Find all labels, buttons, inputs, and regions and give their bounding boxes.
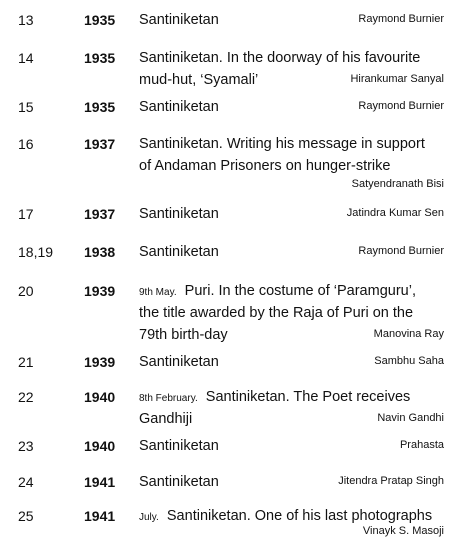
date-label: July. xyxy=(139,512,159,523)
photographer-credit: Prahasta xyxy=(399,439,444,451)
plate-number: 16 xyxy=(18,136,34,152)
description-line-2: the title awarded by the Raja of Puri on the xyxy=(139,305,414,321)
description-line-2: Gandhiji xyxy=(139,411,193,427)
year: 1940 xyxy=(84,438,116,454)
photographer-credit: Jatindra Kumar Sen xyxy=(346,207,444,219)
list-item xyxy=(0,100,460,140)
photographer-credit: Manovina Ray xyxy=(373,328,444,340)
description: Santiniketan xyxy=(139,244,219,260)
plate-number: 22 xyxy=(18,389,34,405)
year: 1937 xyxy=(84,136,116,152)
photographer-credit: Jitendra Pratap Singh xyxy=(338,475,444,487)
description: Santiniketan xyxy=(139,474,219,490)
description xyxy=(139,284,416,299)
description: Santiniketan xyxy=(139,12,219,28)
plate-number: 23 xyxy=(18,438,34,454)
description: Santiniketan xyxy=(139,438,219,454)
description: Santiniketan xyxy=(139,354,219,370)
date-label: 8th February. xyxy=(139,393,198,404)
list-item xyxy=(0,245,460,285)
description: Santiniketan xyxy=(139,99,219,115)
description xyxy=(139,509,432,524)
photographer-credit: Navin Gandhi xyxy=(377,412,444,424)
plate-number: 14 xyxy=(18,50,34,66)
plate-number: 20 xyxy=(18,283,34,299)
photographer-credit: Raymond Burnier xyxy=(358,13,444,25)
photographer-credit: Raymond Burnier xyxy=(358,245,444,257)
year: 1935 xyxy=(84,50,116,66)
description-line-2: mud-hut, ‘Syamali’ xyxy=(139,72,259,88)
description-text: Santiniketan. The Poet receives xyxy=(205,389,411,405)
list-item xyxy=(0,283,460,343)
photographer-credit: Raymond Burnier xyxy=(358,100,444,112)
description-text: Santiniketan. One of his last photographs xyxy=(166,508,433,524)
plate-number: 15 xyxy=(18,99,34,115)
year: 1937 xyxy=(84,206,116,222)
plate-number: 13 xyxy=(18,12,34,28)
year: 1939 xyxy=(84,354,116,370)
description: Santiniketan xyxy=(139,206,219,222)
list-item xyxy=(0,13,460,53)
description-text: Puri. In the costume of ‘Paramguru’, xyxy=(184,283,416,299)
description xyxy=(139,390,410,405)
plate-number: 17 xyxy=(18,206,34,222)
description: Santiniketan. In the doorway of his favourite xyxy=(139,50,421,66)
description: Santiniketan. Writing his message in support xyxy=(139,136,425,152)
list-item xyxy=(0,51,460,91)
year: 1939 xyxy=(84,283,116,299)
plate-number: 18,19 xyxy=(18,244,54,260)
photographer-credit: Hirankumar Sanyal xyxy=(350,73,444,85)
description-line-3: 79th birth-day xyxy=(139,327,228,343)
year: 1935 xyxy=(84,99,116,115)
list-item xyxy=(0,390,460,430)
plate-number: 21 xyxy=(18,354,34,370)
plate-number: 24 xyxy=(18,474,34,490)
photographer-credit: Satyendranath Bisi xyxy=(351,178,444,190)
list-item xyxy=(0,509,460,549)
list-item xyxy=(0,439,460,479)
year: 1941 xyxy=(84,474,116,490)
year: 1941 xyxy=(84,508,116,524)
description-line-2: of Andaman Prisoners on hunger-strike xyxy=(139,158,391,174)
list-item xyxy=(0,136,460,190)
plate-number: 25 xyxy=(18,508,34,524)
date-label: 9th May. xyxy=(139,287,177,298)
list-item xyxy=(0,207,460,247)
year: 1940 xyxy=(84,389,116,405)
year: 1938 xyxy=(84,244,116,260)
photographer-credit: Vinayk S. Masoji xyxy=(362,525,444,537)
year: 1935 xyxy=(84,12,116,28)
photographer-credit: Sambhu Saha xyxy=(374,355,444,367)
